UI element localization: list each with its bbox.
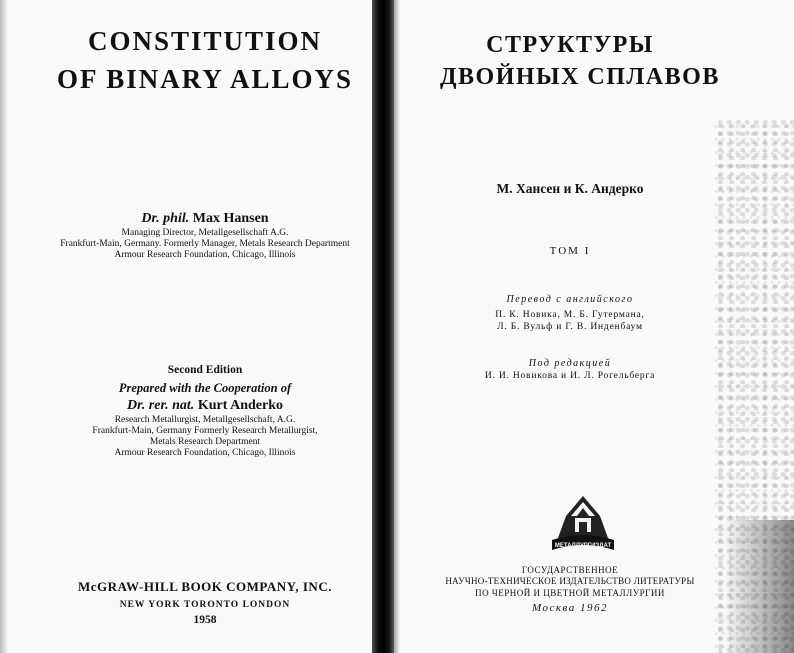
- coauthor-affiliation-line: Armour Research Foundation, Chicago, Illinois: [114, 448, 296, 458]
- translators-line: П. К. Новика, М. Б. Гутермана,: [495, 310, 645, 320]
- gutter-shadow: [394, 0, 400, 653]
- author-affiliation-line: Armour Research Foundation, Chicago, Illinois: [114, 250, 296, 260]
- volume-label: ТОМ I: [549, 245, 591, 257]
- coauthor-name: Kurt Anderko: [197, 398, 283, 413]
- publication-year: 1958: [193, 614, 217, 626]
- russian-title-line-1: СТРУКТУРЫ: [486, 32, 654, 58]
- author-prefix: Dr. phil.: [141, 211, 190, 226]
- scan-edge-shadow: [724, 520, 794, 653]
- book-gutter: [372, 0, 394, 653]
- russian-publisher-line: НАУЧНО-ТЕХНИЧЕСКОЕ ИЗДАТЕЛЬСТВО ЛИТЕРАТУРЫ: [445, 576, 695, 586]
- metallurgizdat-logo-icon: [548, 494, 618, 556]
- coauthor-affiliation-line: Frankfurt-Main, Germany Formerly Research Metallurgist,: [92, 426, 318, 436]
- russian-publisher-line: ГОСУДАРСТВЕННОЕ: [521, 565, 619, 575]
- publisher-cities: NEW YORK TORONTO LONDON: [119, 600, 291, 610]
- russian-city-year: Москва 1962: [532, 602, 608, 614]
- coauthor-affiliation-line: Metals Research Department: [149, 437, 261, 447]
- author-affiliation-line: Frankfurt-Main, Germany. Formerly Manager, Metals Research Department: [60, 239, 350, 249]
- english-title-line-1: CONSTITUTION: [87, 26, 323, 56]
- author-heading: [0, 211, 410, 227]
- translation-heading: Перевод с английского: [506, 294, 634, 305]
- russian-publisher-line: ПО ЧЕРНОЙ И ЦВЕТНОЙ МЕТАЛЛУРГИИ: [475, 588, 665, 598]
- author-name: Max Hansen: [192, 211, 269, 226]
- editor-heading: Под редакцией: [528, 358, 612, 369]
- editors-line: И. И. Новикова и И. Л. Рогельберга: [484, 371, 656, 381]
- page-edge-shadow: [0, 0, 8, 653]
- coauthor-prefix: Dr. rer. nat.: [127, 398, 195, 413]
- edition-label: Second Edition: [167, 364, 243, 376]
- prepared-with-label: Prepared with the Cooperation of: [118, 381, 292, 395]
- author-affiliation-line: Managing Director, Metallgesellschaft A.G.: [121, 228, 289, 238]
- translators-line: Л. Б. Вульф и Г. В. Инденбаум: [497, 322, 643, 332]
- russian-authors: М. Хансен и К. Андерко: [496, 181, 644, 196]
- english-title-line-2: OF BINARY ALLOYS: [56, 64, 354, 94]
- english-publisher: McGRAW-HILL BOOK COMPANY, INC.: [78, 579, 332, 594]
- coauthor-heading: [0, 398, 410, 414]
- logo-text: МЕТАЛЛУРГИЗДАТ: [554, 543, 612, 549]
- coauthor-affiliation-line: Research Metallurgist, Metallgesellschaft, A.G.: [114, 415, 296, 425]
- left-page: [0, 0, 374, 653]
- russian-title-line-2: ДВОЙНЫХ СПЛАВОВ: [440, 64, 720, 90]
